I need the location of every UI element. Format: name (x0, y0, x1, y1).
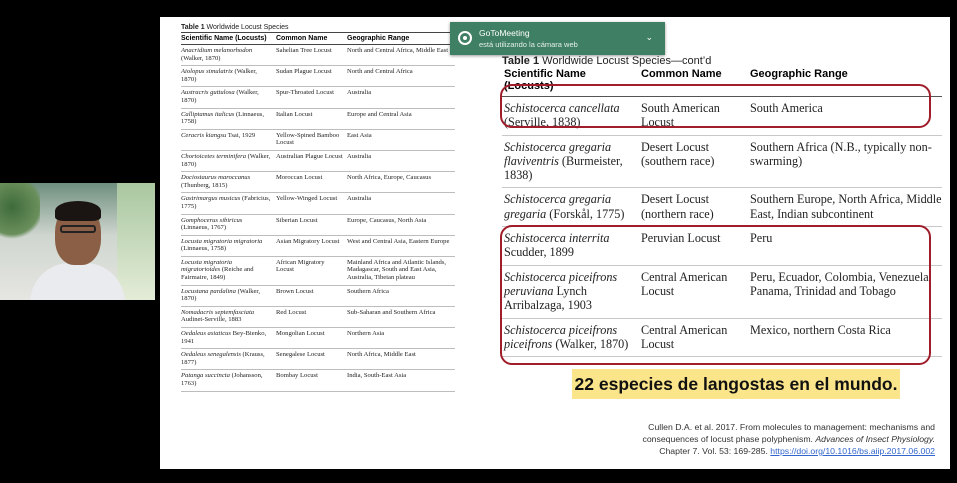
cell-common-name: Red Locust (276, 308, 307, 316)
cell-common-name: Australian Plague Locust (276, 152, 343, 160)
cell-common-name: Central American Locust (641, 269, 728, 298)
cell-geographic-range: Mexico, northern Costa Rica (750, 322, 891, 337)
cell-scientific-name: Locusta migratoria migratoria (Linnaeus, 1758) (181, 237, 263, 253)
webcam-video-feed (0, 183, 155, 300)
cell-geographic-range: Europe, Caucasus, North Asia (347, 216, 427, 224)
cell-common-name: Peruvian Locust (641, 231, 721, 246)
cell-common-name: Brown Locust (276, 287, 314, 295)
background-plant (0, 183, 40, 243)
cell-common-name: Desert Locust (northern race) (641, 192, 714, 221)
cell-geographic-range: Peru, Ecuador, Colombia, Venezuela, Panama, Trinidad and Tobago (750, 269, 932, 298)
cell-common-name: Senegalese Locust (276, 351, 325, 359)
shared-slide (160, 17, 950, 469)
right-table-title: Table 1 Worldwide Locust Species—cont’d (502, 55, 712, 67)
cell-geographic-range: Europe and Central Asia (347, 110, 412, 118)
cell-scientific-name: Ceracris kiangsu Tsai, 1929 (181, 131, 256, 139)
cell-scientific-name: Oedaleus asiaticus Bey-Bienko, 1941 (181, 330, 267, 345)
citation-line-2: consequences of locust phase polyphenism. Advances of Insect Physiology. (642, 434, 935, 444)
cell-scientific-name: Chortoicetes terminifera (Walker, 1870) (181, 152, 271, 168)
table-row (181, 349, 455, 370)
table-row (181, 87, 455, 108)
presenter-shirt (30, 263, 125, 300)
cell-common-name: Sahelian Tree Locust (276, 47, 332, 54)
cell-common-name: Sudan Plague Locust (276, 68, 332, 76)
citation-line-3: Chapter 7. Vol. 53: 169-285. https://doi.org/10.1016/bs.aiip.2017.06.002 (659, 446, 935, 456)
cell-scientific-name: Calliptamus italicus (Linnaeus, 1758) (181, 110, 264, 126)
cell-scientific-name: Nomadacris septemfasciata Audinet-Serville, 1883 (181, 308, 255, 324)
cell-scientific-name: Gastrimargus musicus (Fabricius, 1775) (181, 195, 271, 210)
table-row (181, 109, 455, 130)
notification-message: está utilizando la cámara web (479, 40, 578, 49)
table-row (181, 45, 455, 66)
cell-geographic-range: Australia (347, 89, 372, 97)
cell-common-name: Yellow-Winged Locust (276, 195, 338, 203)
table-row (181, 193, 455, 214)
cell-common-name: Desert Locust (southern race) (641, 139, 715, 168)
header-scientific-name: Scientific Name (Locusts) (504, 68, 586, 92)
cell-scientific-name: Gomphocerus sibiricus (Linnaeus, 1767) (181, 216, 243, 232)
cell-scientific-name: Locustana pardalina (Walker, 1870) (181, 287, 261, 303)
highlight-box-americas (500, 225, 931, 365)
cell-geographic-range: Australia (347, 195, 372, 203)
doi-link[interactable]: https://doi.org/10.1016/bs.aiip.2017.06.002 (770, 446, 935, 456)
cell-geographic-range: India, South-East Asia (347, 372, 407, 380)
cell-geographic-range: Australia (347, 152, 372, 160)
cell-geographic-range: Northern Asia (347, 330, 385, 338)
cell-geographic-range: Sub-Saharan and Southern Africa (347, 308, 436, 316)
cell-geographic-range: East Asia (347, 131, 372, 139)
table-row (181, 307, 455, 328)
header-geographic-range: Geographic Range (750, 68, 848, 80)
table-row (181, 257, 455, 286)
cell-scientific-name: Locusta migratoria migratorioides (Reiche and Fairmaire, 1849) (181, 258, 254, 282)
cell-geographic-range: Southern Europe, North Africa, Middle East, Indian subcontinent (750, 192, 942, 221)
cell-common-name: Bombay Locust (276, 372, 318, 380)
header-common-name: Common Name (641, 68, 722, 80)
table-row (181, 172, 455, 193)
cell-geographic-range: North and Central Africa (347, 68, 413, 76)
cell-common-name: Spur-Throated Locust (276, 89, 334, 97)
presenter-hair (55, 201, 101, 221)
cell-scientific-name: Schistocerca gregaria gregaria (Forskål, 1775) (504, 192, 625, 221)
cell-common-name: Yellow-Spined Bamboo Locust (276, 131, 340, 147)
cell-scientific-name: Patanga succincta (Johansson, 1763) (181, 372, 263, 387)
cell-scientific-name: Austracris guttulosa (Walker, 1870) (181, 89, 259, 104)
cell-geographic-range: North Africa, Middle East (347, 351, 416, 359)
cell-geographic-range: Southern Africa (347, 287, 389, 295)
table-row (181, 151, 455, 172)
cell-common-name: South American Locust (641, 101, 720, 130)
slide-caption: 22 especies de langostas en el mundo. (572, 369, 900, 399)
table-row (181, 130, 455, 151)
citation-line-1: Cullen D.A. et al. 2017. From molecules to management: mechanisms and (648, 422, 935, 432)
header-common-name: Common Name (276, 35, 328, 42)
cell-common-name: Central American Locust (641, 322, 728, 351)
table-row (181, 286, 455, 307)
left-table-body (181, 45, 455, 392)
cell-geographic-range: North Africa, Europe, Caucasus (347, 174, 432, 182)
cell-scientific-name: Schistocerca piceifrons peruviana Lynch Arribalzaga, 1903 (504, 269, 618, 313)
gotomeeting-notification[interactable] (450, 22, 665, 55)
cell-scientific-name: Schistocerca piceifrons piceifrons (Walker, 1870) (504, 322, 629, 351)
cell-common-name: Moroccan Locust (276, 174, 323, 182)
cell-scientific-name: Schistocerca gregaria flaviventris (Burmeister, 1838) (504, 139, 623, 183)
cell-scientific-name: Anacridium melanorhodon (Walker, 1870) (181, 47, 253, 62)
background-window (117, 183, 155, 300)
cell-scientific-name: Oedaleus senegalensis (Krauss, 1877) (181, 351, 265, 366)
cell-common-name: Italian Locust (276, 110, 313, 118)
left-locust-table (181, 24, 455, 392)
table-row (181, 370, 455, 391)
table-row (181, 328, 455, 349)
table-row (181, 236, 455, 257)
header-geographic-range: Geographic Range (347, 35, 410, 42)
left-table-header (181, 32, 455, 45)
table-row (181, 66, 455, 87)
left-table-title: Table 1 Worldwide Locust Species (181, 24, 289, 31)
cell-geographic-range: South America (750, 101, 823, 115)
citation (595, 421, 935, 457)
cell-geographic-range: North and Central Africa, Middle East (347, 47, 449, 54)
cell-scientific-name: Dociostaurus maroccanus (Thunberg, 1815) (181, 174, 251, 189)
cell-geographic-range: Southern Africa (N.B., typically non-swarming) (750, 139, 932, 168)
table-row (181, 215, 455, 236)
cell-scientific-name: Aiolopus simulatrix (Walker, 1870) (181, 68, 257, 83)
highlight-box-south-america (500, 84, 931, 128)
cell-scientific-name: Schistocerca interrita Scudder, 1899 (504, 231, 610, 260)
presenter-glasses (60, 225, 96, 233)
header-scientific-name: Scientific Name (Locusts) (181, 35, 267, 42)
cell-scientific-name: Schistocerca cancellata (Serville, 1838) (504, 101, 620, 130)
cell-common-name: Mongolian Locust (276, 330, 325, 338)
cell-geographic-range: West and Central Asia, Eastern Europe (347, 237, 450, 245)
cell-common-name: African Migratory Locust (276, 258, 325, 274)
webcam-icon (458, 31, 472, 45)
chevron-down-icon[interactable]: ⌄ (645, 32, 653, 42)
table-row (502, 136, 942, 189)
table-row (502, 188, 942, 227)
cell-geographic-range: Peru (750, 231, 773, 246)
cell-geographic-range: Mainland Africa and Atlantic Islands, Madagascar, South and East Asia, Australia, Tibetan plateau (347, 258, 447, 282)
cell-common-name: Asian Migratory Locust (276, 237, 340, 245)
notification-app-name: GoToMeeting (479, 28, 530, 38)
cell-common-name: Siberian Locust (276, 216, 318, 224)
